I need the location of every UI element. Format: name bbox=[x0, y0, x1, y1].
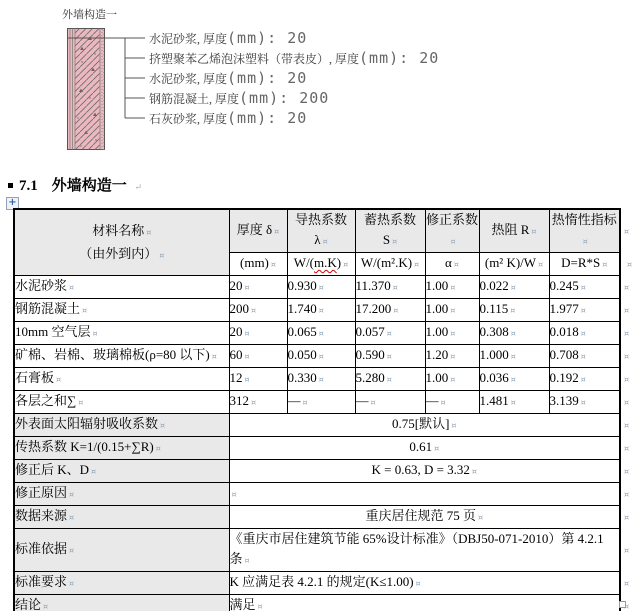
info-value-cell bbox=[229, 572, 620, 595]
info-label-cell bbox=[14, 595, 229, 611]
row-end-marker bbox=[620, 209, 636, 253]
cell-value: 1.00 ¤ bbox=[426, 278, 456, 293]
material-value-cell bbox=[549, 276, 620, 299]
layer-name: 挤塑聚苯乙烯泡沫塑料（带表皮）, 厚度 bbox=[149, 52, 360, 66]
layer-name: 钢筋混凝土, 厚度 bbox=[149, 92, 240, 106]
material-row bbox=[14, 322, 636, 345]
cell-value: 0.036 ¤ bbox=[480, 370, 516, 385]
cell-value: 0.018 ¤ bbox=[550, 324, 586, 339]
header-resistance: 热阻 R ¤ bbox=[479, 209, 549, 253]
row-end-marker bbox=[620, 414, 636, 437]
material-value-cell bbox=[229, 391, 287, 414]
material-value-cell bbox=[549, 391, 620, 414]
info-row bbox=[14, 595, 636, 611]
layer-thickness-value: (mm): 20 bbox=[227, 29, 308, 47]
info-label-cell bbox=[14, 460, 229, 483]
header-conductivity: 导热系数 λ ¤ bbox=[287, 209, 355, 253]
material-value-cell bbox=[355, 391, 425, 414]
cell-value: 3.139 ¤ bbox=[550, 393, 586, 408]
cell-value: 结论 ¤ bbox=[15, 597, 48, 611]
heading-bullet-icon bbox=[8, 183, 13, 188]
header-material-name bbox=[14, 209, 229, 276]
layer-thickness-value: (mm): 20 bbox=[227, 109, 308, 127]
heading-number: 7.1 bbox=[19, 178, 38, 194]
info-label-cell bbox=[14, 572, 229, 595]
cell-value: — ¤ bbox=[288, 393, 308, 408]
table-resize-handle-icon[interactable] bbox=[619, 601, 626, 608]
cell-value: 17.200 ¤ bbox=[356, 301, 399, 316]
layer-name: 石灰砂浆, 厚度 bbox=[149, 112, 228, 126]
unit-heat-storage: W/(m².K) ¤ bbox=[355, 253, 425, 276]
material-value-cell bbox=[425, 391, 479, 414]
cell-value: 0.022 ¤ bbox=[480, 278, 516, 293]
cell-value: 0.050 ¤ bbox=[288, 347, 324, 362]
row-end-marker bbox=[620, 368, 636, 391]
cell-value: 5.280 ¤ bbox=[356, 370, 392, 385]
table-move-handle-icon[interactable]: + bbox=[6, 197, 19, 210]
info-value-cell bbox=[229, 529, 620, 572]
material-row bbox=[14, 391, 636, 414]
cell-value: 11.370 ¤ bbox=[356, 278, 398, 293]
cell-value: K = 0.63, D = 3.32 ¤ bbox=[371, 462, 477, 477]
material-name-cell bbox=[14, 322, 229, 345]
cell-value: 12 ¤ bbox=[230, 370, 250, 385]
cell-value: 0.75[默认] ¤ bbox=[392, 416, 457, 431]
material-row bbox=[14, 299, 636, 322]
material-value-cell bbox=[355, 368, 425, 391]
material-value-cell bbox=[479, 391, 549, 414]
cell-value: 传热系数 K=1/(0.15+∑R) ¤ bbox=[15, 439, 161, 454]
cell-value: 钢筋混凝土 ¤ bbox=[15, 301, 87, 316]
material-value-cell bbox=[229, 368, 287, 391]
row-end-marker bbox=[620, 506, 636, 529]
material-value-cell bbox=[287, 299, 355, 322]
cell-value: 水泥砂浆 ¤ bbox=[15, 278, 74, 293]
cell-value: 0.057 ¤ bbox=[356, 324, 392, 339]
material-value-cell bbox=[479, 299, 549, 322]
cell-value: 0.115 ¤ bbox=[480, 301, 516, 316]
material-value-cell bbox=[229, 299, 287, 322]
cell-value: 1.00 ¤ bbox=[426, 370, 456, 385]
row-end-marker bbox=[620, 529, 636, 572]
material-value-cell bbox=[425, 299, 479, 322]
material-value-cell bbox=[287, 322, 355, 345]
cell-value: 1.20 ¤ bbox=[426, 347, 456, 362]
material-value-cell bbox=[355, 299, 425, 322]
material-value-cell bbox=[425, 368, 479, 391]
layer-thickness-value: (mm): 200 bbox=[239, 89, 330, 107]
cell-value: 0.330 ¤ bbox=[288, 370, 324, 385]
material-value-cell bbox=[479, 345, 549, 368]
layer-thickness-value: (mm): 20 bbox=[359, 49, 440, 67]
row-end-marker bbox=[620, 299, 636, 322]
material-value-cell bbox=[549, 299, 620, 322]
diagram-layer-label bbox=[149, 48, 439, 68]
material-value-cell bbox=[549, 368, 620, 391]
info-row bbox=[14, 506, 636, 529]
info-value-cell bbox=[229, 414, 620, 437]
layer-name: 水泥砂浆, 厚度 bbox=[149, 72, 228, 86]
material-value-cell bbox=[425, 345, 479, 368]
header-heat-storage: 蓄热系数 S ¤ bbox=[355, 209, 425, 253]
row-end-marker bbox=[620, 253, 636, 276]
material-name-cell bbox=[14, 345, 229, 368]
cell-value: 0.308 ¤ bbox=[480, 324, 516, 339]
cell-value: 312 ¤ bbox=[230, 393, 257, 408]
info-label-cell bbox=[14, 437, 229, 460]
material-row bbox=[14, 368, 636, 391]
cell-value: 1.000 ¤ bbox=[480, 347, 516, 362]
info-row bbox=[14, 460, 636, 483]
cell-value: 修正原因 ¤ bbox=[15, 485, 74, 500]
cell-value: 20 ¤ bbox=[230, 324, 250, 339]
cell-value: 0.590 ¤ bbox=[356, 347, 392, 362]
material-name-cell bbox=[14, 368, 229, 391]
cell-value: 数据来源 ¤ bbox=[15, 508, 74, 523]
material-row bbox=[14, 276, 636, 299]
material-row bbox=[14, 345, 636, 368]
section-heading bbox=[8, 174, 142, 195]
cell-value bbox=[230, 485, 237, 500]
row-end-marker bbox=[620, 572, 636, 595]
material-value-cell bbox=[479, 368, 549, 391]
cell-value: K 应满足表 4.2.1 的规定(K≤1.00) ¤ bbox=[230, 574, 421, 589]
spellcheck-underline: m.K bbox=[314, 255, 337, 270]
material-value-cell bbox=[355, 276, 425, 299]
diagram-layer-label bbox=[149, 108, 307, 128]
diagram-title: 外墙构造一 bbox=[62, 9, 117, 21]
cell-value: 矿棉、岩棉、玻璃棉板(ρ=80 以下) ¤ bbox=[15, 347, 217, 362]
unit-correction: α ¤ bbox=[425, 253, 479, 276]
diagram-layer-label bbox=[149, 68, 307, 88]
info-label-cell bbox=[14, 483, 229, 506]
cell-value: 《重庆市居住建筑节能 65%设计标准》（DBJ50-071-2010）第 4.2.1 条 ¤ bbox=[230, 531, 604, 566]
material-value-cell bbox=[425, 322, 479, 345]
material-value-cell bbox=[549, 345, 620, 368]
header-correction: 修正系数 ¤ bbox=[425, 209, 479, 253]
cell-value: 0.065 ¤ bbox=[288, 324, 324, 339]
cell-value: 1.481 ¤ bbox=[480, 393, 516, 408]
unit-conductivity: W/(m.K) ¤ bbox=[287, 253, 355, 276]
material-value-cell bbox=[479, 322, 549, 345]
row-end-marker bbox=[620, 437, 636, 460]
cell-value: 石膏板 ¤ bbox=[15, 370, 61, 385]
row-end-marker bbox=[620, 391, 636, 414]
cell-value: 0.708 ¤ bbox=[550, 347, 586, 362]
cell-value: 各层之和∑ ¤ bbox=[15, 393, 83, 408]
cell-value: — ¤ bbox=[426, 393, 446, 408]
material-name-cell bbox=[14, 299, 229, 322]
cell-value: 满足 ¤ bbox=[230, 597, 263, 611]
cell-value: — ¤ bbox=[356, 393, 376, 408]
layer-thickness-value: (mm): 20 bbox=[227, 69, 308, 87]
cell-value: 200 ¤ bbox=[230, 301, 257, 316]
heading-title: 外墙构造一 bbox=[51, 178, 127, 194]
cell-value: 0.192 ¤ bbox=[550, 370, 586, 385]
cell-value: 标准要求 ¤ bbox=[15, 574, 74, 589]
material-value-cell bbox=[287, 276, 355, 299]
info-row bbox=[14, 483, 636, 506]
material-value-cell bbox=[287, 391, 355, 414]
unit-inertia: D=R*S ¤ bbox=[549, 253, 620, 276]
header-thickness: 厚度 δ ¤ bbox=[229, 209, 287, 253]
cell-value: 重庆居住规范 75 页 ¤ bbox=[365, 508, 483, 523]
cell-value: 修正后 K、D ¤ bbox=[15, 462, 96, 477]
cell-value: 1.00 ¤ bbox=[426, 324, 456, 339]
material-value-cell bbox=[355, 345, 425, 368]
header-material-line2: （由外到内） ¤ bbox=[79, 246, 164, 261]
row-end-marker bbox=[620, 483, 636, 506]
cell-value: 60 ¤ bbox=[230, 347, 250, 362]
diagram-layer-label bbox=[149, 88, 329, 108]
wall-section-drawing bbox=[67, 28, 146, 151]
info-value-cell bbox=[229, 506, 620, 529]
cell-value: 标准依据 ¤ bbox=[15, 541, 74, 556]
info-row bbox=[14, 414, 636, 437]
material-name-cell bbox=[14, 276, 229, 299]
material-value-cell bbox=[229, 276, 287, 299]
unit-thickness: (mm) ¤ bbox=[229, 253, 287, 276]
material-value-cell bbox=[229, 322, 287, 345]
material-value-cell bbox=[355, 322, 425, 345]
header-material-line1: 材料名称 ¤ bbox=[92, 223, 151, 238]
row-end-marker bbox=[620, 345, 636, 368]
info-row bbox=[14, 437, 636, 460]
row-end-marker bbox=[620, 276, 636, 299]
info-label-cell bbox=[14, 529, 229, 572]
info-row bbox=[14, 572, 636, 595]
cell-value: 0.930 ¤ bbox=[288, 278, 324, 293]
unit-resistance: (m² K)/W ¤ bbox=[479, 253, 549, 276]
cell-value: 1.977 ¤ bbox=[550, 301, 586, 316]
material-name-cell bbox=[14, 391, 229, 414]
cell-value: 10mm 空气层 ¤ bbox=[15, 324, 98, 339]
material-value-cell bbox=[287, 368, 355, 391]
diagram-layer-label bbox=[149, 28, 307, 48]
thermal-properties-table bbox=[13, 208, 637, 611]
info-value-cell bbox=[229, 595, 620, 611]
cell-value: 1.00 ¤ bbox=[426, 301, 456, 316]
material-value-cell bbox=[229, 345, 287, 368]
info-label-cell bbox=[14, 414, 229, 437]
header-row-1 bbox=[14, 209, 636, 253]
info-value-cell bbox=[229, 460, 620, 483]
material-value-cell bbox=[287, 345, 355, 368]
cell-value: 0.61 ¤ bbox=[409, 439, 439, 454]
material-value-cell bbox=[479, 276, 549, 299]
material-value-cell bbox=[425, 276, 479, 299]
info-row bbox=[14, 529, 636, 572]
cell-value: 20 ¤ bbox=[230, 278, 250, 293]
cell-value: 1.740 ¤ bbox=[288, 301, 324, 316]
header-inertia: 热惰性指标 ¤ bbox=[549, 209, 620, 253]
layer-name: 水泥砂浆, 厚度 bbox=[149, 32, 228, 46]
info-value-cell bbox=[229, 483, 620, 506]
info-label-cell bbox=[14, 506, 229, 529]
row-end-marker bbox=[620, 460, 636, 483]
cell-value: 外表面太阳辐射吸收系数 ¤ bbox=[15, 416, 165, 431]
row-end-marker bbox=[620, 322, 636, 345]
info-value-cell bbox=[229, 437, 620, 460]
cell-value: 0.245 ¤ bbox=[550, 278, 586, 293]
material-value-cell bbox=[549, 322, 620, 345]
